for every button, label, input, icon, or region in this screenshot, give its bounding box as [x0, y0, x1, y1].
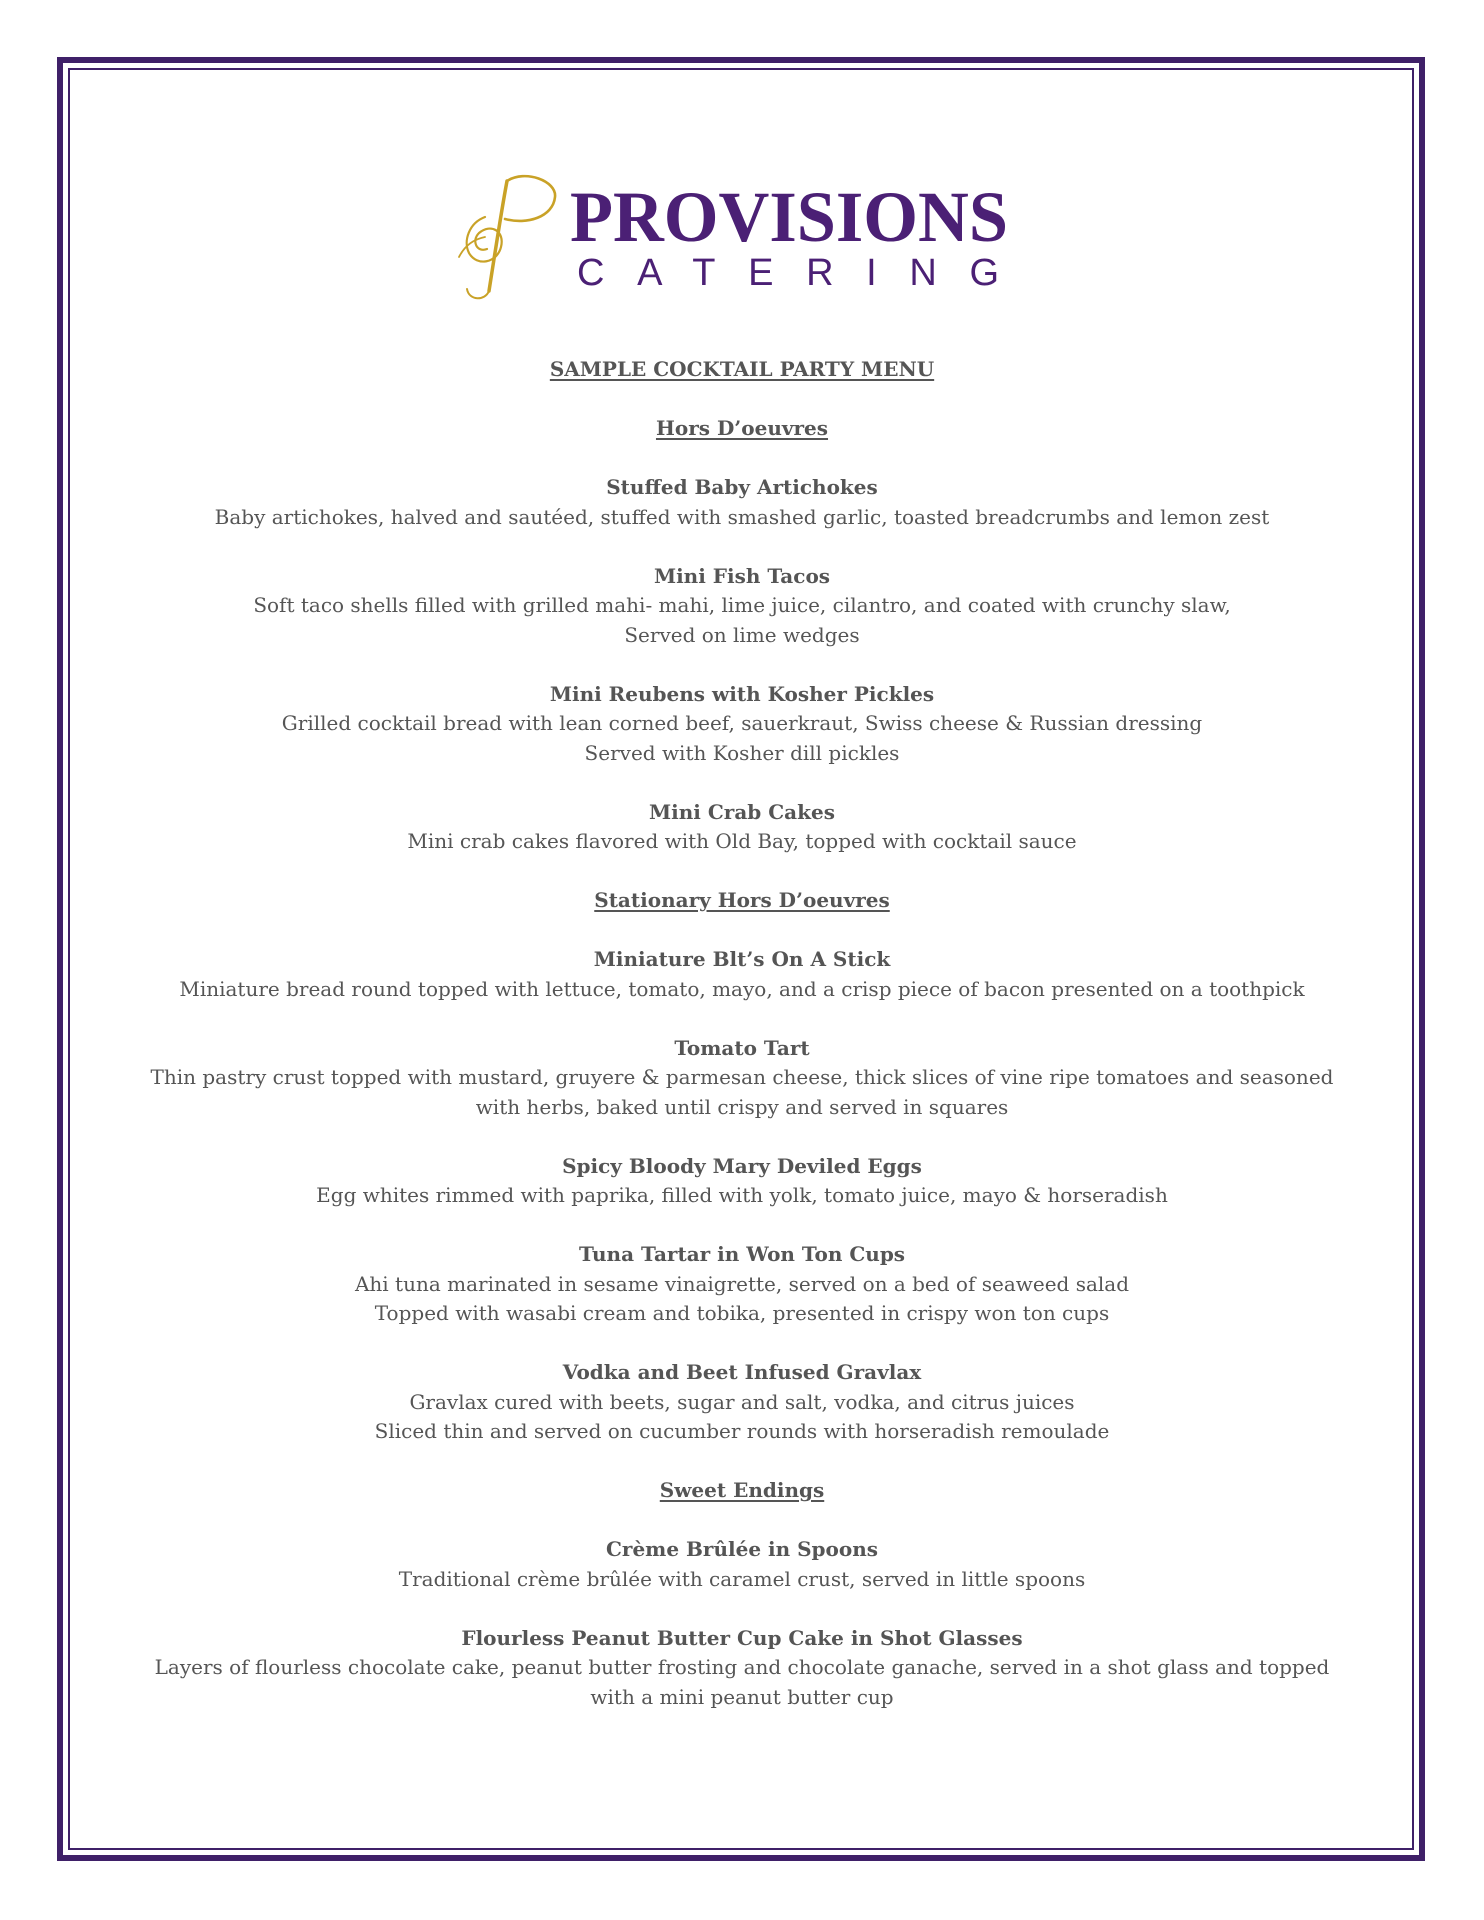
- menu-item-name: Stuffed Baby Artichokes: [606, 475, 878, 499]
- menu-item: [150, 768, 1334, 857]
- menu-item-description-line: Egg whites rimmed with paprika, filled with yolk, tomato juice, mayo & horseradish: [316, 1183, 1168, 1207]
- menu-item-name: Flourless Peanut Butter Cup Cake in Shot Glasses: [461, 1625, 1023, 1650]
- menu-item-description: [150, 975, 1334, 1005]
- section-title: Sweet Endings: [659, 1478, 825, 1502]
- menu-item-description: [150, 1063, 1334, 1122]
- menu-item-description-line: Baby artichokes, halved and sautéed, stuffed with smashed garlic, toasted breadcrumbs and lemon zest: [214, 504, 1270, 529]
- menu-item-description-line: with a mini peanut butter cup: [590, 1684, 894, 1709]
- menu-item: [150, 532, 1334, 650]
- menu-item-description: [150, 709, 1334, 768]
- menu-item-description-line: Layers of flourless chocolate cake, peanut butter frosting and chocolate ganache, served in a shot glass and topped: [154, 1655, 1330, 1679]
- logo-subtitle-text: CATERING: [577, 252, 999, 294]
- menu-item-description-line: Grilled cocktail bread with lean corned beef, sauerkraut, Swiss cheese & Russian dressing: [281, 711, 1203, 735]
- menu-item-name: Tomato Tart: [674, 1035, 810, 1060]
- menu-item: [150, 1211, 1334, 1329]
- menu-item-description: [150, 503, 1334, 533]
- menu-title: SAMPLE COCKTAIL PARTY MENU: [549, 357, 935, 381]
- provisions-catering-logo: [455, 173, 1015, 303]
- menu-item-name: Mini Reubens with Kosher Pickles: [549, 681, 935, 706]
- menu-item: [150, 1004, 1334, 1122]
- menu-item-description: [150, 1388, 1334, 1447]
- menu-item: [150, 1506, 1334, 1595]
- menu-item-name: Spicy Bloody Mary Deviled Eggs: [562, 1153, 922, 1178]
- menu-item: [150, 650, 1334, 768]
- menu-item-name: Mini Crab Cakes: [649, 799, 835, 824]
- menu-item-description-line: Traditional crème brûlée with caramel crust, served in little spoons: [398, 1566, 1086, 1591]
- menu-item: [150, 1329, 1334, 1447]
- menu-item-description-line: Served with Kosher dill pickles: [584, 740, 900, 765]
- menu-item-description-line: Sliced thin and served on cucumber rounds with horseradish remoulade: [374, 1419, 1110, 1443]
- section-title: Hors D’oeuvres: [655, 416, 829, 440]
- menu-item-description: [150, 1181, 1334, 1211]
- menu-item-description-line: Mini crab cakes flavored with Old Bay, topped with cocktail sauce: [407, 829, 1077, 853]
- menu-item-description-line: Thin pastry crust topped with mustard, gruyere & parmesan cheese, thick slices of vine ripe tomatoes and seasoned: [150, 1065, 1334, 1089]
- menu-item-description: [150, 591, 1334, 650]
- menu-item-description-line: Ahi tuna marinated in sesame vinaigrette, served on a bed of seaweed salad: [354, 1271, 1130, 1296]
- menu-item-description-line: Topped with wasabi cream and tobika, presented in crispy won ton cups: [374, 1301, 1110, 1325]
- menu-item-description: [150, 1270, 1334, 1329]
- menu-item-name: Crème Brûlée in Spoons: [605, 1537, 879, 1561]
- menu-item-description-line: Soft taco shells filled with grilled mahi- mahi, lime juice, cilantro, and coated with crunchy slaw,: [253, 593, 1231, 617]
- menu-item-description: [150, 1565, 1334, 1595]
- menu-item-name: Vodka and Beet Infused Gravlax: [562, 1360, 922, 1384]
- menu-item-description-line: Miniature bread round topped with lettuce, tomato, mayo, and a crisp piece of bacon presented on a toothpick: [179, 976, 1305, 1001]
- menu-item: [150, 444, 1334, 533]
- menu-item-description: [150, 827, 1334, 857]
- menu-item-description-line: Gravlax cured with beets, sugar and salt, vodka, and citrus juices: [409, 1389, 1075, 1414]
- monogram-p-icon: [459, 176, 555, 298]
- menu-item: [150, 916, 1334, 1005]
- logo-brand-text: PROVISIONS: [570, 177, 1008, 257]
- menu-item-name: Miniature Blt’s On A Stick: [593, 947, 891, 971]
- menu-content: [150, 355, 1334, 1712]
- menu-item-description-line: Served on lime wedges: [624, 622, 860, 647]
- menu-item: [150, 1122, 1334, 1211]
- menu-item-description: [150, 1653, 1334, 1712]
- section-title: Stationary Hors D’oeuvres: [594, 888, 890, 912]
- menu-item-name: Mini Fish Tacos: [653, 563, 831, 588]
- menu-item: [150, 1594, 1334, 1712]
- menu-item-name: Tuna Tartar in Won Ton Cups: [578, 1242, 906, 1266]
- menu-item-description-line: with herbs, baked until crispy and served in squares: [475, 1094, 1009, 1119]
